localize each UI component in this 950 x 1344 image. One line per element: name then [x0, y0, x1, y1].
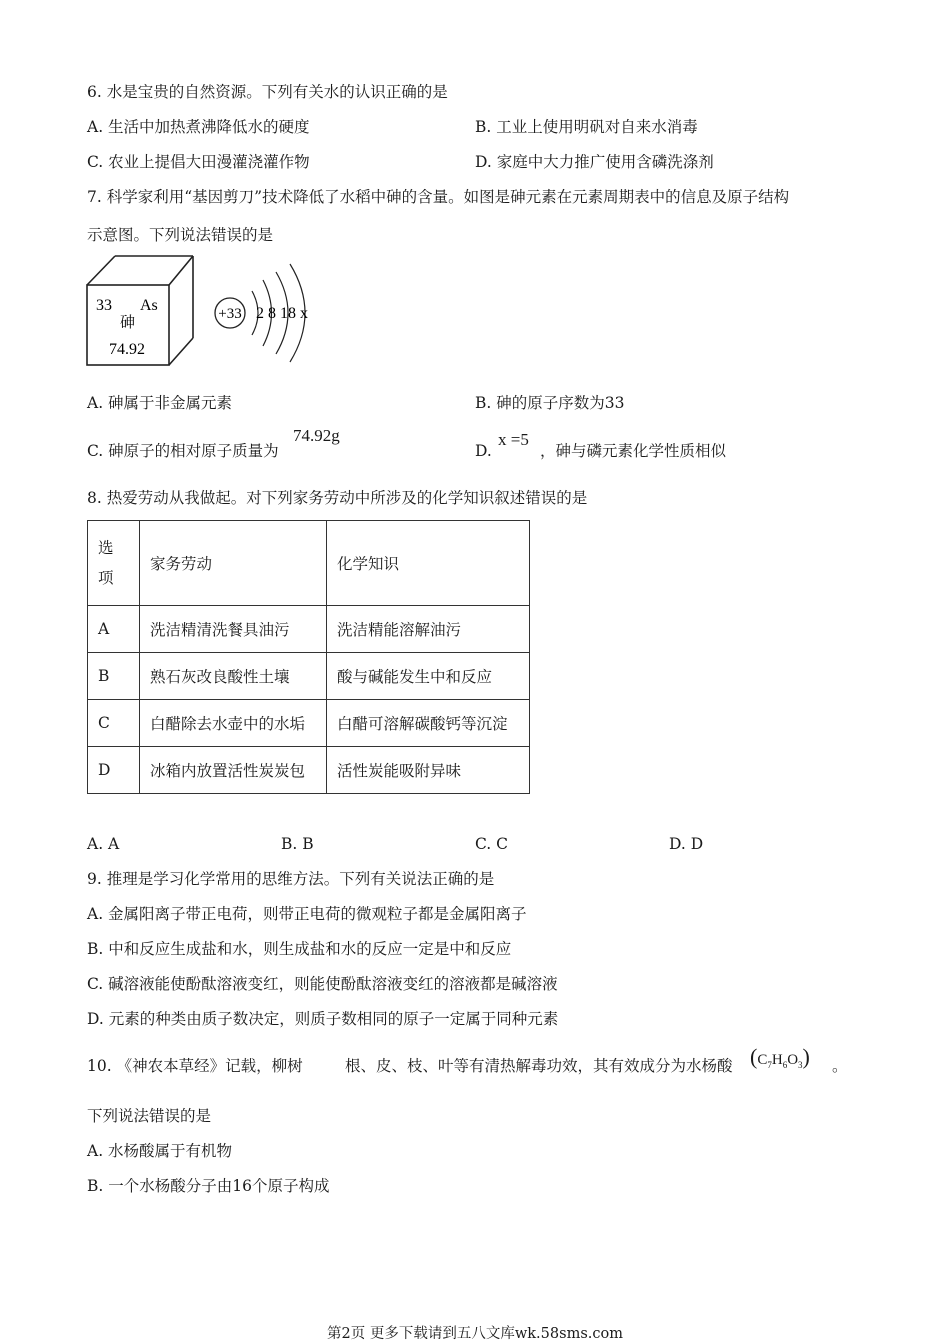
q9-option-d: D. 元素的种类由质子数决定，则质子数相同的原子一定属于同种元素 — [87, 1010, 559, 1028]
q8-option-d: D. D — [669, 835, 704, 853]
q9-option-b: B. 中和反应生成盐和水，则生成盐和水的反应一定是中和反应 — [87, 940, 512, 958]
table-row — [88, 653, 530, 700]
header-option-line2: 项 — [98, 569, 114, 587]
formula-o: O — [787, 1052, 799, 1068]
table-row — [88, 747, 530, 794]
q6-option-b: B. 工业上使用明矾对自来水消毒 — [475, 118, 698, 136]
table-cell: 白醋可溶解碳酸钙等沉淀 — [327, 700, 530, 747]
q7-option-d-formula: x =5 — [498, 430, 529, 449]
element-name: 砷 — [120, 313, 136, 331]
q9-option-c: C. 碱溶液能使酚酞溶液变红，则能使酚酞溶液变红的溶液都是碱溶液 — [87, 975, 558, 993]
table-cell: 白醋除去水壶中的水垢 — [140, 700, 327, 747]
q8-stem: 8. 热爱劳动从我做起。对下列家务劳动中所涉及的化学知识叙述错误的是 — [87, 489, 588, 507]
table-row — [88, 700, 530, 747]
formula-c: C — [757, 1052, 768, 1068]
q7-figure — [80, 250, 340, 375]
q9-option-a: A. 金属阳离子带正电荷，则带正电荷的微观粒子都是金属阳离子 — [87, 905, 527, 923]
table-cell: 活性炭能吸附异味 — [327, 747, 530, 794]
electron-shells: 2 8 18 x — [256, 305, 308, 322]
formula-h-count: 6 — [782, 1060, 788, 1070]
table-cell: C — [88, 700, 140, 747]
header-option-line1: 选 — [98, 539, 114, 557]
q7-option-d-text: ，砷与磷元素化学性质相似 — [540, 442, 727, 460]
q10-stem-line2: 下列说法错误的是 — [87, 1107, 212, 1125]
table-cell: 熟石灰改良酸性土壤 — [140, 653, 327, 700]
table-cell: 酸与碱能发生中和反应 — [327, 653, 530, 700]
table-cell: 冰箱内放置活性炭炭包 — [140, 747, 327, 794]
q7-option-a: A. 砷属于非金属元素 — [87, 394, 233, 412]
q7-option-d-label: D. — [475, 442, 492, 460]
q8-option-a: A. A — [87, 835, 120, 853]
formula-c-count: 7 — [767, 1060, 772, 1070]
q8-option-c: C. C — [475, 835, 509, 853]
element-cell — [87, 256, 193, 365]
table-cell: B — [88, 653, 140, 700]
header-option-cell — [88, 521, 140, 606]
element-number: 33 — [96, 297, 112, 314]
q7-stem-line1: 7. 科学家利用“基因剪刀”技术降低了水稻中砷的含量。如图是砷元素在元素周期表中的信息及原子结构 — [87, 188, 790, 206]
table-cell: A — [88, 606, 140, 653]
q8-option-b: B. B — [281, 835, 314, 853]
formula-left-paren: ( — [750, 1044, 758, 1069]
q10-stem-end: 。 — [832, 1057, 848, 1075]
formula-h: H — [771, 1052, 783, 1068]
header-knowledge-cell: 化学知识 — [327, 521, 530, 606]
q9-stem: 9. 推理是学习化学常用的思维方法。下列有关说法正确的是 — [87, 870, 495, 888]
q7-option-b: B. 砷的原子序数为33 — [475, 394, 625, 412]
element-symbol: As — [140, 297, 158, 314]
q7-stem-line2: 示意图。下列说法错误的是 — [87, 226, 274, 244]
table-header-row — [88, 521, 530, 606]
q10-stem-part2: 根、皮、枝、叶等有清热解毒功效，其有效成分为水杨酸 — [345, 1057, 733, 1075]
q10-stem-part1: 10. 《神农本草经》记载，柳树 — [87, 1057, 303, 1075]
q6-option-c: C. 农业上提倡大田漫灌浇灌作物 — [87, 153, 310, 171]
atom-structure-diagram — [215, 264, 308, 362]
q6-stem: 6. 水是宝贵的自然资源。下列有关水的认识正确的是 — [87, 83, 448, 101]
header-chore-cell: 家务劳动 — [140, 521, 327, 606]
q10-option-a: A. 水杨酸属于有机物 — [87, 1142, 233, 1160]
q6-option-a: A. 生活中加热煮沸降低水的硬度 — [87, 118, 310, 136]
q7-option-c-formula: 74.92g — [293, 426, 340, 445]
salicylic-acid-formula — [750, 1042, 810, 1080]
q6-option-d: D. 家庭中大力推广使用含磷洗涤剂 — [475, 153, 714, 171]
element-mass: 74.92 — [109, 341, 145, 358]
table-cell: D — [88, 747, 140, 794]
q8-table — [87, 520, 530, 794]
formula-right-paren: ) — [802, 1044, 810, 1069]
table-cell: 洗洁精清洗餐具油污 — [140, 606, 327, 653]
q10-option-b: B. 一个水杨酸分子由16个原子构成 — [87, 1177, 330, 1195]
q7-option-c-text: C. 砷原子的相对原子质量为 — [87, 442, 279, 460]
table-row — [88, 606, 530, 653]
nucleus-charge: +33 — [218, 306, 242, 322]
formula-o-count: 3 — [798, 1060, 803, 1070]
table-cell: 洗洁精能溶解油污 — [327, 606, 530, 653]
page-footer: 第2页 更多下载请到五八文库wk.58sms.com — [327, 1326, 623, 1342]
